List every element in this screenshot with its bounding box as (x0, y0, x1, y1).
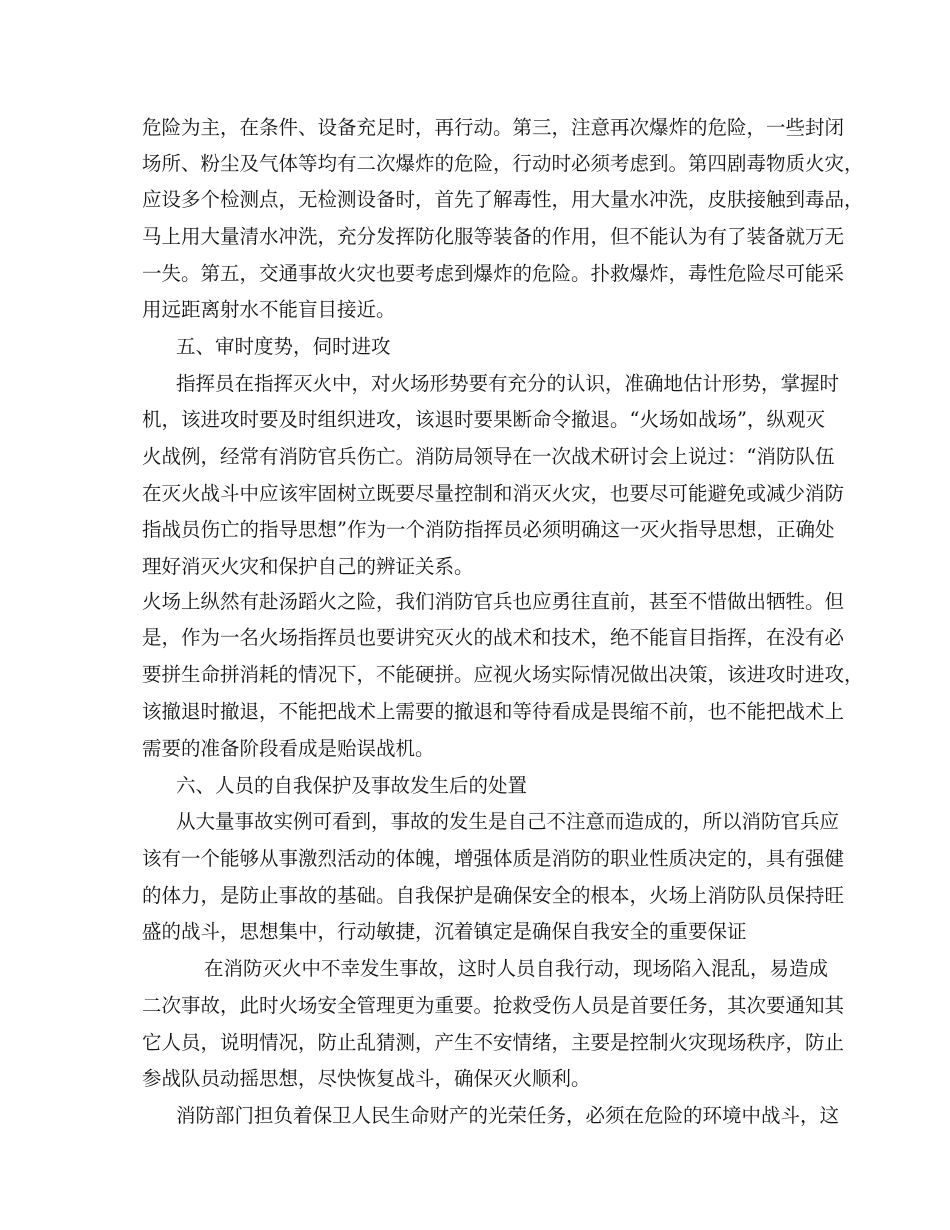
paragraph-line: 的体力，是防止事故的基础。自我保护是确保安全的根本，火场上消防队员保持旺 (142, 884, 845, 907)
paragraph-line: 一失。第五，交通事故火灾也要考虑到爆炸的危险。扑救爆炸，毒性危险尽可能采 (142, 262, 845, 285)
paragraph-line: 它人员，说明情况，防止乱猜测，产生不安情绪，主要是控制火灾现场秩序，防止 (142, 1031, 845, 1054)
paragraph-line: 机，该进攻时要及时组织进攻，该退时要果断命令撤退。“火场如战场”，纵观灭 (142, 408, 825, 431)
paragraph-line: 指挥员在指挥灭火中，对火场形势要有充分的认识，准确地估计形势，掌握时 (176, 372, 840, 395)
paragraph-line: 应设多个检测点，无检测设备时，首先了解毒性，用大量水冲洗，皮肤接触到毒品， (142, 188, 864, 211)
paragraph-line: 用远距离射水不能盲目接近。 (142, 298, 396, 321)
paragraph-line: 二次事故，此时火场安全管理更为重要。抢救受伤人员是首要任务，其次要通知其 (142, 994, 845, 1017)
paragraph-line: 消防部门担负着保卫人民生命财产的光荣任务，必须在危险的环境中战斗，这 (176, 1104, 840, 1127)
paragraph-line: 在消防灭火中不幸发生事故，这时人员自我行动，现场陷入混乱，易造成 (204, 957, 829, 980)
section-heading-6: 六、人员的自我保护及事故发生后的处置 (176, 774, 528, 797)
paragraph-line: 在灭火战斗中应该牢固树立既要尽量控制和消灭火灾，也要尽可能避免或减少消防 (142, 482, 845, 505)
paragraph-line: 从大量事故实例可看到，事故的发生是自己不注意而造成的，所以消防官兵应 (176, 810, 840, 833)
section-heading-5: 五、审时度势，伺时进攻 (176, 335, 391, 358)
paragraph-line: 场所、粉尘及气体等均有二次爆炸的危险，行动时必须考虑到。第四剧毒物质火灾， (142, 152, 864, 175)
paragraph-line: 需要的准备阶段看成是贻误战机。 (142, 737, 435, 760)
paragraph-line: 马上用大量清水冲洗，充分发挥防化服等装备的作用，但不能认为有了装备就万无 (142, 225, 845, 248)
paragraph-line: 危险为主，在条件、设备充足时，再行动。第三，注意再次爆炸的危险，一些封闭 (142, 116, 845, 139)
paragraph-line: 理好消灭火灾和保护自己的辨证关系。 (142, 555, 474, 578)
paragraph-line: 盛的战斗，思想集中，行动敏捷，沉着镇定是确保自我安全的重要保证 (142, 920, 747, 943)
paragraph-line: 该撤退时撤退，不能把战术上需要的撤退和等待看成是畏缩不前，也不能把战术上 (142, 700, 845, 723)
paragraph-line: 火战例，经常有消防官兵伤亡。消防局领导在一次战术研讨会上说过：“消防队伍 (142, 445, 835, 468)
paragraph-line: 指战员伤亡的指导思想”作为一个消防指挥员必须明确这一灭火指导思想，正确处 (142, 518, 835, 541)
paragraph-line: 是，作为一名火场指挥员也要讲究灭火的战术和技术，绝不能盲目指挥，在没有必 (142, 626, 845, 649)
paragraph-line: 参战队员动摇思想，尽快恢复战斗，确保灭火顺利。 (142, 1067, 591, 1090)
paragraph-line: 该有一个能够从事激烈活动的体魄，增强体质是消防的职业性质决定的，具有强健 (142, 847, 845, 870)
paragraph-line: 火场上纵然有赴汤蹈火之险，我们消防官兵也应勇往直前，甚至不惜做出牺牲。但 (142, 590, 845, 613)
paragraph-line: 要拼生命拼消耗的情况下，不能硬拼。应视火场实际情况做出决策，该进攻时进攻， (142, 663, 864, 686)
